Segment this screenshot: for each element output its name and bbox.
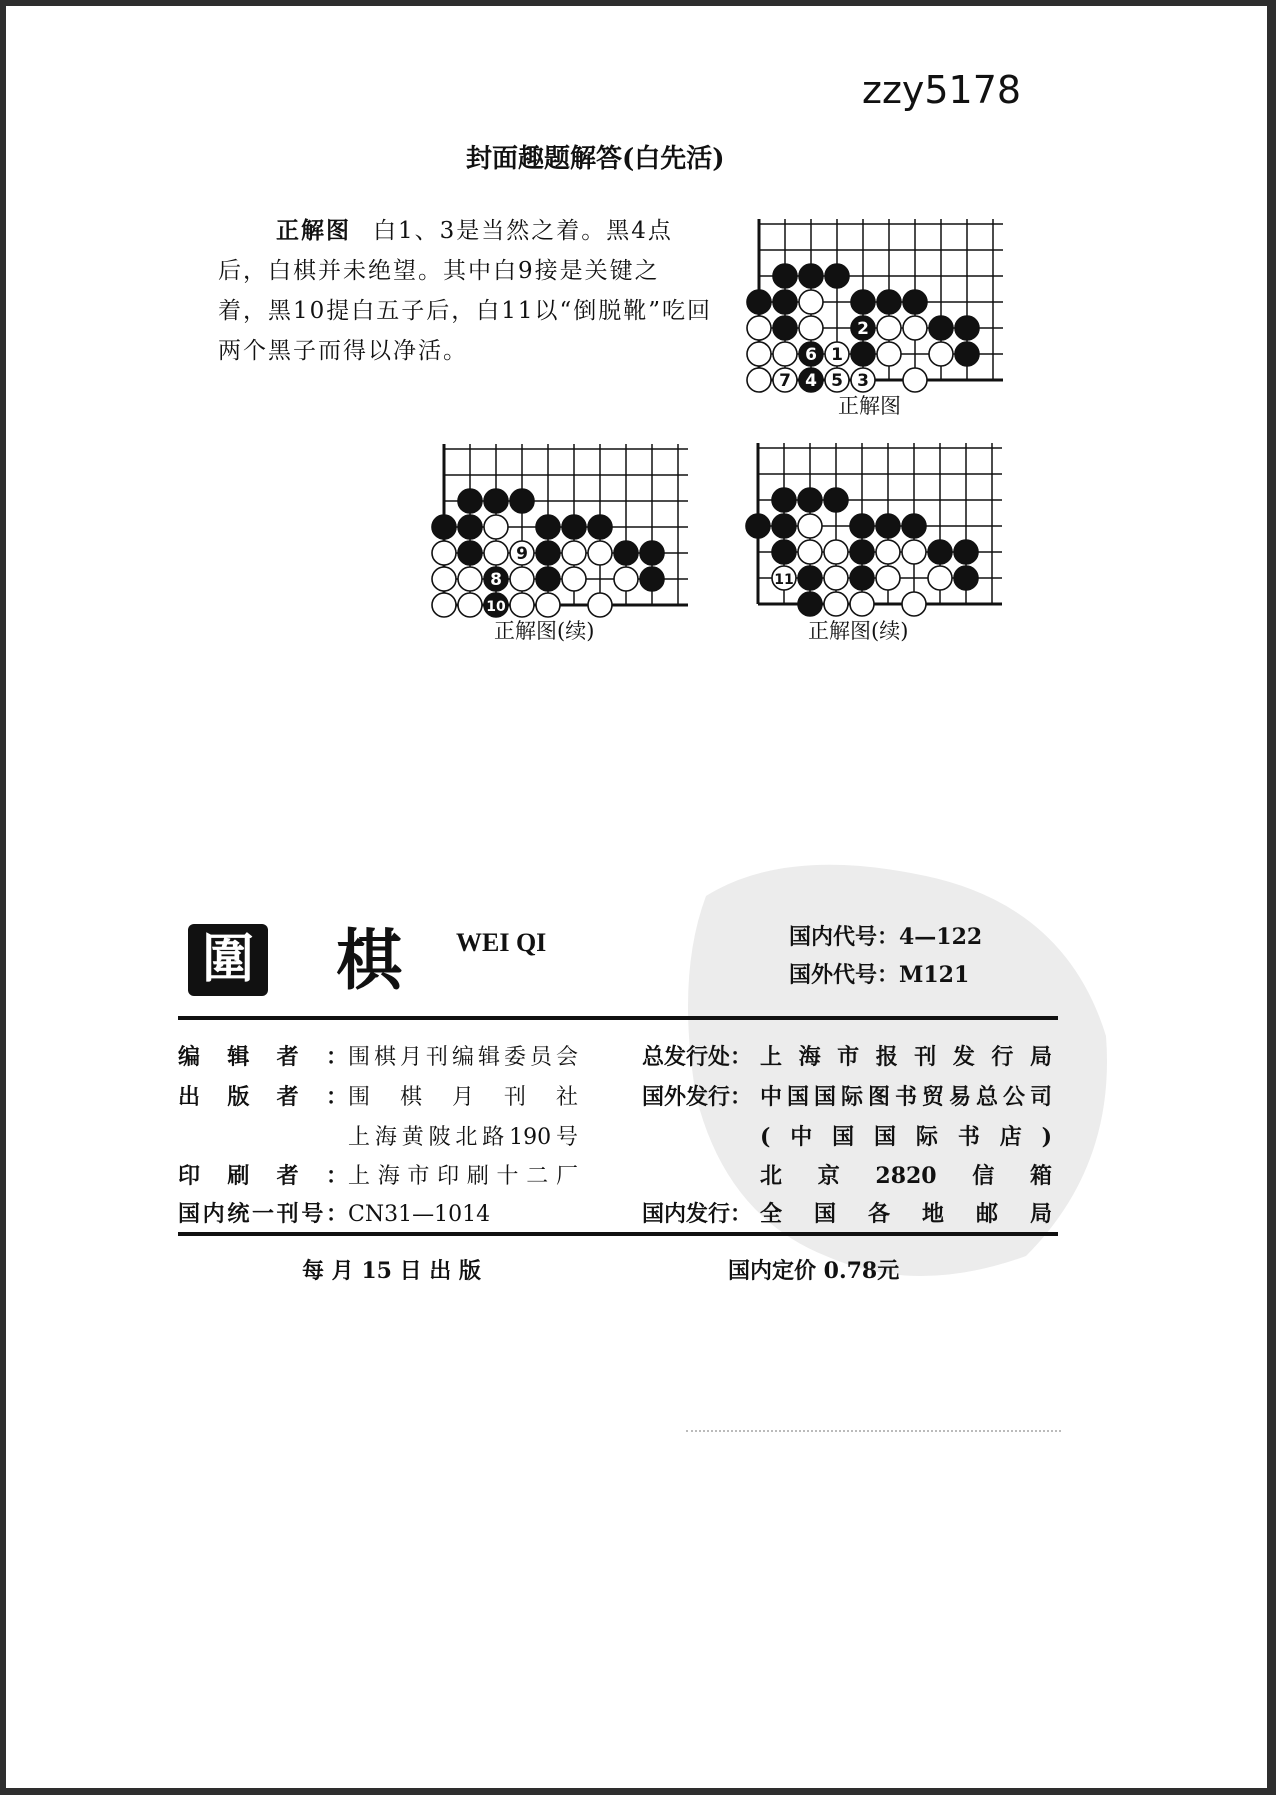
black-stone — [799, 342, 823, 366]
black-stone — [798, 592, 822, 616]
move-number: 9 — [516, 544, 528, 564]
black-stone — [772, 540, 796, 564]
black-stone — [562, 515, 586, 539]
white-stone — [825, 342, 849, 366]
black-stone — [772, 514, 796, 538]
black-stone — [510, 489, 534, 513]
white-stone — [928, 566, 952, 590]
colophon-value: 上海市印刷十二厂 — [348, 1164, 578, 1189]
black-stone — [458, 541, 482, 565]
price: 国内定价 0.78元 — [728, 1258, 900, 1284]
white-stone — [432, 567, 456, 591]
colophon-label: 出版者： — [178, 1084, 348, 1110]
black-stone — [484, 489, 508, 513]
black-stone — [640, 567, 664, 591]
diagram-caption: 正解图 — [838, 394, 901, 418]
black-stone — [773, 316, 797, 340]
black-stone — [799, 368, 823, 392]
black-stone — [588, 515, 612, 539]
black-stone — [903, 290, 927, 314]
colophon-row — [178, 1080, 598, 1111]
white-stone — [825, 368, 849, 392]
colophon-row — [178, 1197, 598, 1228]
move-number: 8 — [490, 570, 502, 590]
black-stone — [850, 540, 874, 564]
black-stone — [458, 489, 482, 513]
diagram-caption: 正解图(续) — [808, 619, 909, 643]
move-number: 10 — [486, 599, 506, 615]
white-stone — [510, 593, 534, 617]
white-stone — [588, 593, 612, 617]
black-stone — [798, 488, 822, 512]
colophon-label: 国内发行： — [642, 1201, 753, 1227]
colophon-label: 编辑者： — [178, 1044, 348, 1070]
white-stone — [484, 515, 508, 539]
black-stone — [955, 342, 979, 366]
white-stone — [562, 541, 586, 565]
white-stone — [484, 541, 508, 565]
black-stone — [432, 515, 456, 539]
black-stone — [799, 264, 823, 288]
document-page — [6, 6, 1267, 1788]
black-stone — [458, 515, 482, 539]
black-stone — [902, 514, 926, 538]
colophon-row — [642, 1159, 1062, 1190]
black-stone — [798, 566, 822, 590]
foreign-code: 国外代号：M121 — [789, 962, 970, 988]
go-diagram-continued-2 — [752, 442, 1012, 622]
colophon-value: (中国国际书店) — [760, 1124, 1052, 1150]
colophon-value: 上海市报刊发行局 — [760, 1044, 1052, 1070]
colophon-row — [178, 1120, 598, 1151]
white-stone — [824, 592, 848, 616]
white-stone — [902, 540, 926, 564]
colophon-label: 总发行处： — [642, 1044, 753, 1070]
white-stone — [824, 566, 848, 590]
white-stone — [432, 541, 456, 565]
white-stone — [747, 316, 771, 340]
colophon-row — [642, 1040, 1062, 1071]
article-text: 白1、3是当然之着。黑4点 — [373, 218, 673, 244]
white-stone — [562, 567, 586, 591]
black-stone — [851, 290, 875, 314]
go-diagram-solution — [753, 218, 1013, 398]
article-line-1 — [276, 212, 673, 245]
black-stone — [954, 566, 978, 590]
black-stone — [954, 540, 978, 564]
colophon-value: 全国各地邮局 — [760, 1201, 1052, 1227]
white-stone — [824, 540, 848, 564]
white-stone — [773, 342, 797, 366]
go-diagram-continued-1 — [438, 443, 698, 623]
white-stone — [903, 368, 927, 392]
black-stone — [536, 541, 560, 565]
white-stone — [458, 593, 482, 617]
move-number: 3 — [857, 371, 869, 391]
white-stone — [798, 514, 822, 538]
move-number: 5 — [831, 371, 843, 391]
colophon-row — [178, 1159, 598, 1190]
domestic-code: 国内代号：4—122 — [789, 924, 983, 950]
article-title: 封面趣题解答(白先活) — [466, 144, 725, 174]
uploader-tag: zzy5178 — [862, 68, 1022, 112]
white-stone — [851, 368, 875, 392]
colophon-row — [178, 1040, 598, 1071]
black-stone — [746, 514, 770, 538]
white-stone — [798, 540, 822, 564]
black-stone — [850, 514, 874, 538]
white-stone — [876, 566, 900, 590]
article-line-4: 两个黑子而得以净活。 — [218, 338, 468, 364]
colophon-value: 中国国际图书贸易总公司 — [760, 1084, 1052, 1110]
masthead-logo-qi: 棋 — [336, 921, 402, 999]
publication-schedule: 每 月 15 日 出 版 — [302, 1258, 481, 1284]
masthead-logo-wei: 圍 — [188, 924, 268, 996]
colophon-value: 北京2820信箱 — [760, 1163, 1052, 1189]
colophon-row — [642, 1120, 1062, 1151]
white-stone — [799, 316, 823, 340]
black-stone — [484, 567, 508, 591]
white-stone — [903, 316, 927, 340]
white-stone — [747, 342, 771, 366]
white-stone — [510, 541, 534, 565]
colophon-value: CN31—1014 — [348, 1202, 491, 1227]
bottom-rule — [178, 1232, 1058, 1236]
white-stone — [772, 566, 796, 590]
colophon-label: 国外发行： — [642, 1084, 753, 1110]
white-stone — [458, 567, 482, 591]
move-number: 4 — [805, 371, 817, 391]
white-stone — [773, 368, 797, 392]
white-stone — [588, 541, 612, 565]
black-stone — [928, 540, 952, 564]
black-stone — [614, 541, 638, 565]
diagram-caption: 正解图(续) — [494, 619, 595, 643]
white-stone — [747, 368, 771, 392]
white-stone — [902, 592, 926, 616]
move-number: 6 — [805, 345, 817, 365]
white-stone — [432, 593, 456, 617]
black-stone — [484, 593, 508, 617]
article-line-2: 后，白棋并未绝望。其中白9接是关键之 — [218, 258, 660, 284]
white-stone — [876, 540, 900, 564]
lead-label: 正解图 — [276, 217, 351, 244]
black-stone — [772, 488, 796, 512]
article-line-3: 着，黑10提白五子后，白11以“倒脱靴”吃回 — [218, 298, 713, 324]
colophon-row — [642, 1197, 1062, 1228]
black-stone — [850, 566, 874, 590]
white-stone — [877, 316, 901, 340]
black-stone — [536, 567, 560, 591]
black-stone — [876, 514, 900, 538]
move-number: 2 — [857, 319, 869, 339]
masthead-romanized: WEI QI — [456, 928, 547, 957]
black-stone — [851, 342, 875, 366]
move-number: 7 — [779, 371, 791, 391]
white-stone — [929, 342, 953, 366]
black-stone — [640, 541, 664, 565]
black-stone — [851, 316, 875, 340]
black-stone — [536, 515, 560, 539]
white-stone — [614, 567, 638, 591]
colophon-value: 上海黄陂北路190号 — [348, 1125, 578, 1150]
colophon-value: 围棋月刊编辑委员会 — [348, 1045, 578, 1070]
move-number: 11 — [774, 572, 794, 588]
white-stone — [536, 593, 560, 617]
black-stone — [929, 316, 953, 340]
top-rule — [178, 1016, 1058, 1020]
white-stone — [877, 342, 901, 366]
colophon-value: 围棋月刊社 — [348, 1085, 578, 1110]
black-stone — [825, 264, 849, 288]
faint-divider — [686, 1430, 1061, 1432]
black-stone — [747, 290, 771, 314]
white-stone — [850, 592, 874, 616]
move-number: 1 — [831, 345, 843, 365]
black-stone — [773, 290, 797, 314]
white-stone — [799, 290, 823, 314]
white-stone — [510, 567, 534, 591]
colophon-label: 印刷者： — [178, 1163, 348, 1189]
black-stone — [824, 488, 848, 512]
black-stone — [773, 264, 797, 288]
black-stone — [955, 316, 979, 340]
black-stone — [877, 290, 901, 314]
colophon-row — [642, 1080, 1062, 1111]
colophon-label: 国内统一刊号： — [178, 1201, 348, 1227]
